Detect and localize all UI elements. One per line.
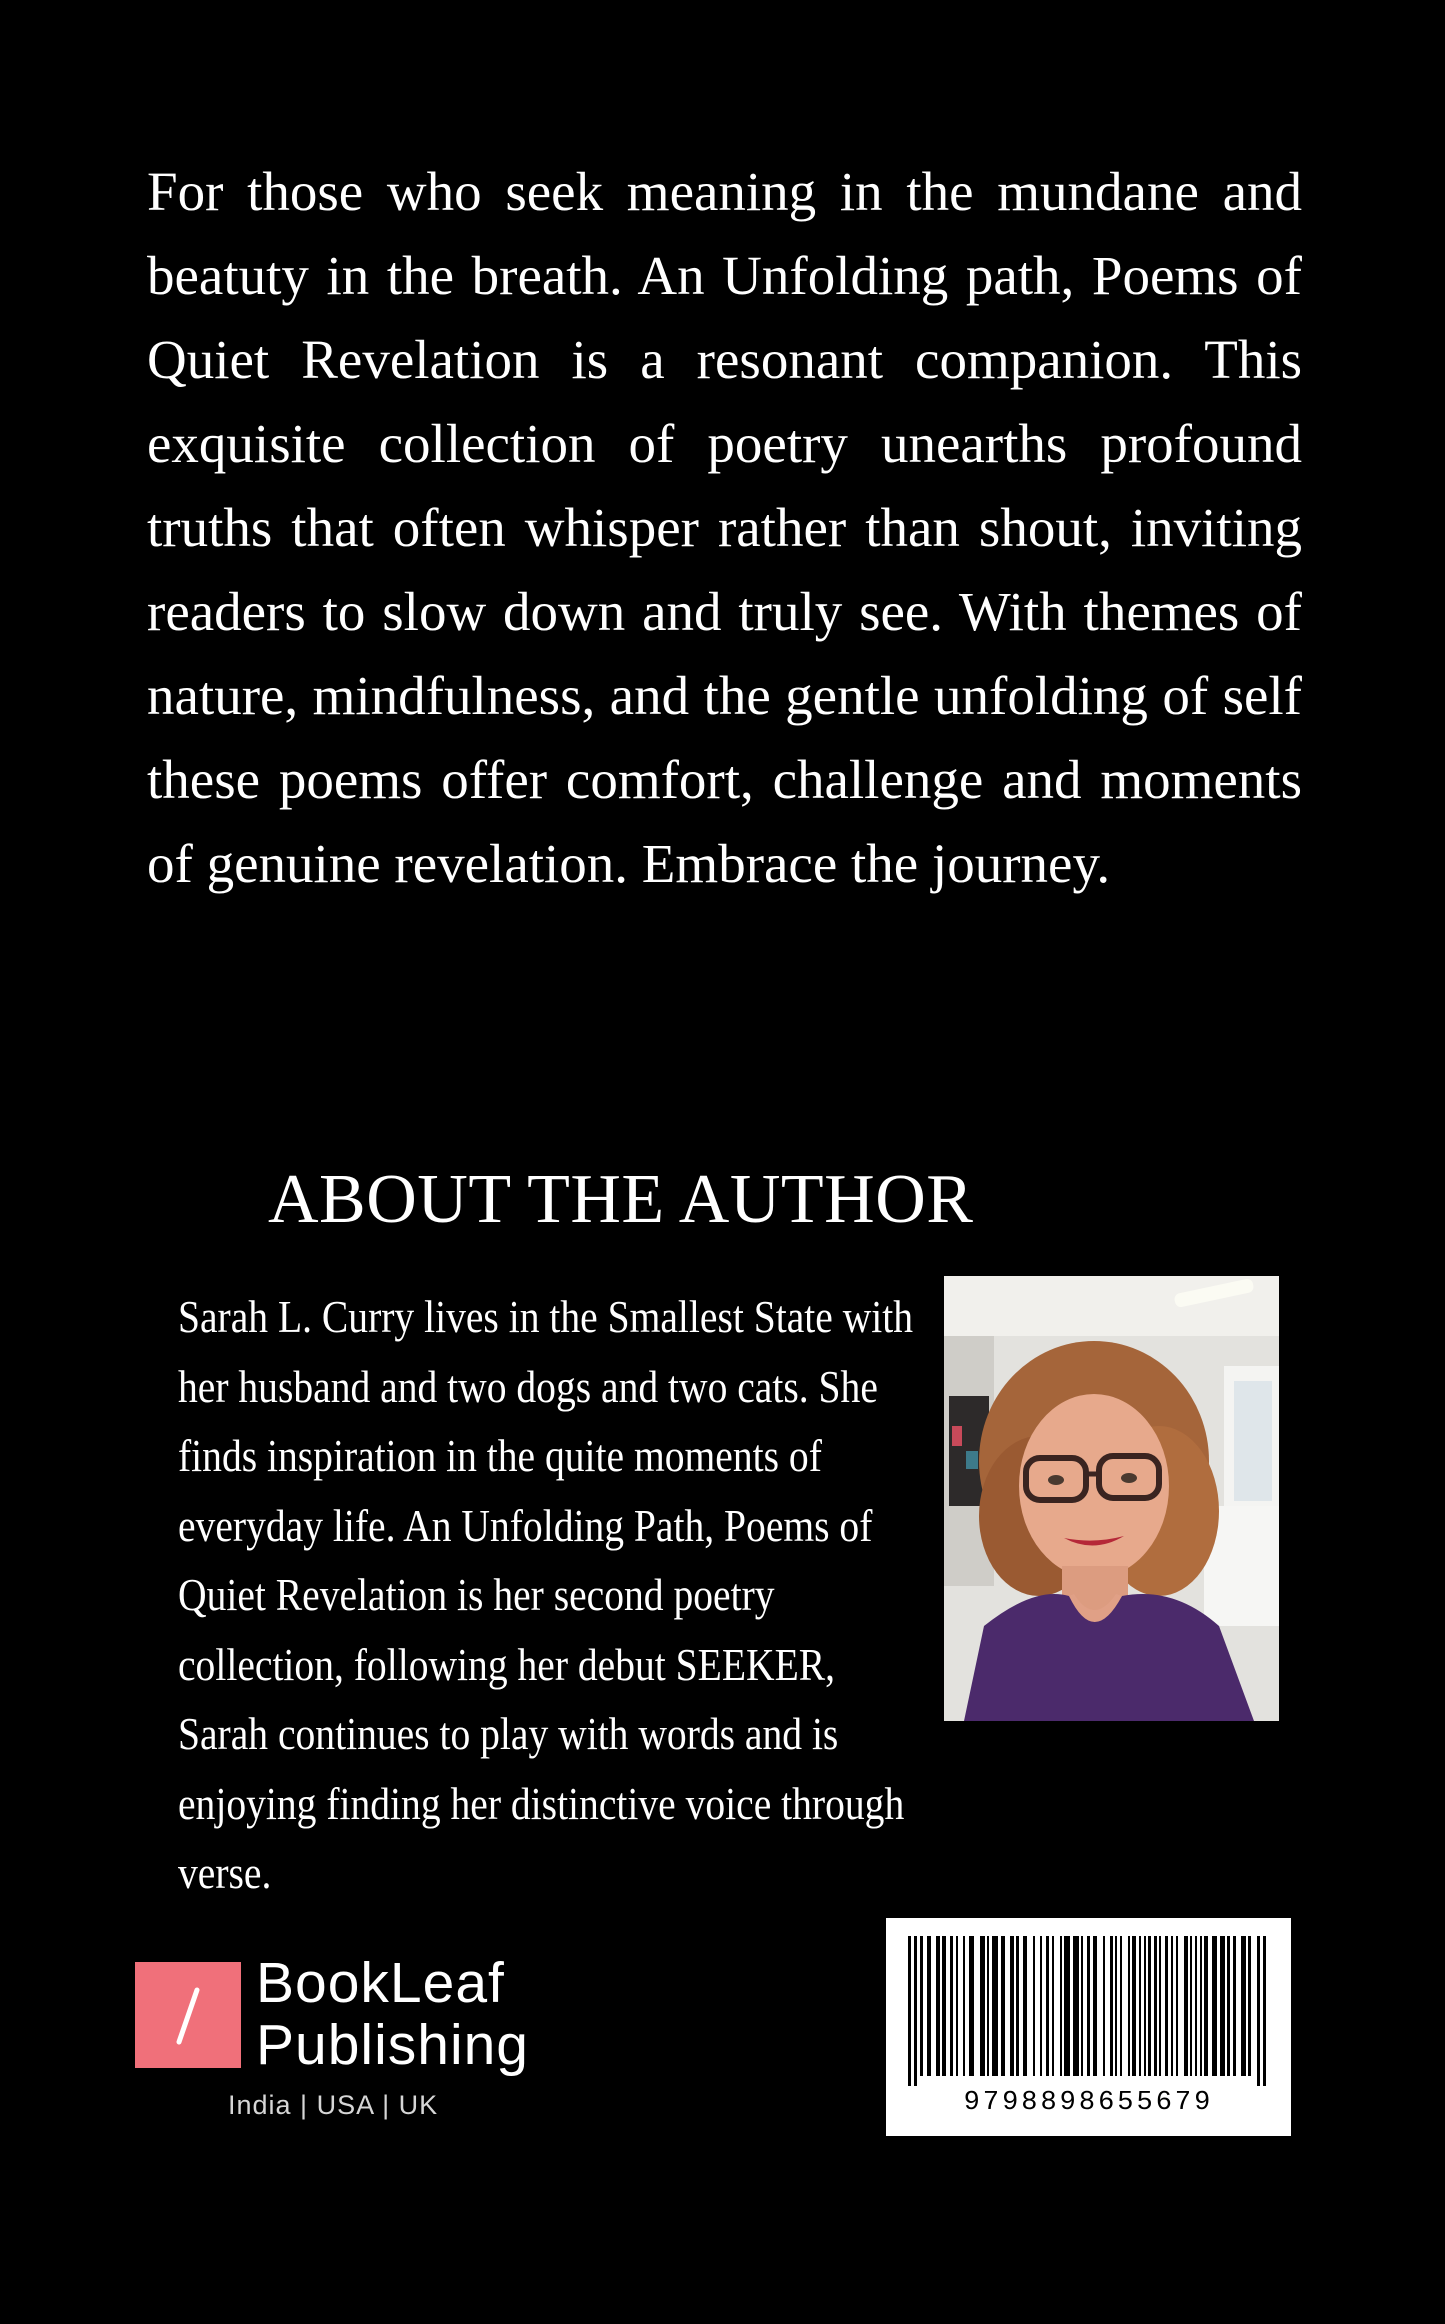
barcode-bar — [1087, 1936, 1090, 2076]
barcode-bar — [1184, 1936, 1188, 2076]
barcode-bar — [1257, 1936, 1260, 2086]
barcode-bar — [987, 1936, 989, 2076]
barcode-bar — [1139, 1936, 1141, 2076]
barcode-bar — [1263, 1936, 1266, 2086]
barcode-bar — [1233, 1936, 1236, 2076]
barcode-bar — [1010, 1936, 1014, 2076]
barcode-bar — [936, 1936, 940, 2076]
barcode-bar — [920, 1936, 923, 2076]
barcode-bar — [956, 1936, 958, 2076]
barcode-bar — [980, 1936, 985, 2076]
author-photo — [944, 1276, 1279, 1721]
barcode-bar — [969, 1936, 974, 2076]
barcode-bar — [950, 1936, 953, 2076]
barcode-bar — [1033, 1936, 1035, 2076]
barcode-bar — [1001, 1936, 1005, 2076]
barcode-bar — [1248, 1936, 1251, 2076]
barcode-bar — [1200, 1936, 1202, 2076]
barcode-bar — [1040, 1936, 1042, 2076]
barcode-bar — [1023, 1936, 1027, 2076]
barcode-bar — [1093, 1936, 1097, 2076]
publisher-regions: India | USA | UK — [228, 2090, 439, 2120]
barcode-bar — [1154, 1936, 1157, 2076]
barcode-bar — [927, 1936, 931, 2076]
barcode-bar — [1204, 1936, 1208, 2076]
barcode-bar — [1120, 1936, 1122, 2076]
barcode-bar — [1103, 1936, 1105, 2076]
barcode-bar — [1190, 1936, 1192, 2076]
back-cover-blurb: For those who seek meaning in the mundane and beatuty in the breath. An Unfolding path, Poems of Quiet Revelation is a resonant companion. This exquisite collection of poetry unearths profound truths that often whisper rather than shout, inviting readers to slow down and truly see. With themes of nature, mindfulness, and the gentle unfolding of self these poems offer comfort, challenge and moments of genuine revelation. Embrace the journey. — [147, 161, 1302, 894]
publisher-name — [256, 1952, 529, 2076]
barcode-bar — [1073, 1936, 1079, 2076]
about-author-heading: ABOUT THE AUTHOR — [268, 1161, 974, 1238]
barcode-bar — [1132, 1936, 1136, 2076]
barcode-bar — [1060, 1936, 1062, 2076]
barcode-bar — [1110, 1936, 1113, 2076]
barcode-bar — [1115, 1936, 1117, 2076]
barcode-bar — [1212, 1936, 1217, 2076]
barcode-bar — [963, 1936, 965, 2076]
publisher-name-line1: BookLeaf — [256, 1951, 505, 2015]
barcode-bar — [1081, 1936, 1083, 2076]
barcode-bar — [1052, 1936, 1054, 2076]
barcode-bar — [1171, 1936, 1173, 2076]
barcode-bar — [942, 1936, 946, 2076]
barcode-bar — [1159, 1936, 1161, 2076]
barcode-bar — [1165, 1936, 1168, 2076]
barcode-bar — [1128, 1936, 1130, 2076]
publisher-logo — [135, 1951, 555, 2120]
author-bio: Sarah L. Curry lives in the Smallest State with her husband and two dogs and two cats. She finds inspiration in the quite moments of everyday life. An Unfolding Path, Poems of Quiet Revelation is her second poetry collection, following her debut SEEKER, Sarah continues to play with words and is enjoying finding her distinctive voice through verse. — [178, 1291, 914, 1898]
barcode-bar — [1148, 1936, 1151, 2076]
barcode-bar — [908, 1936, 911, 2086]
barcode-bar — [1241, 1936, 1246, 2076]
barcode-bar — [914, 1936, 917, 2086]
bookleaf-logo-icon — [135, 1962, 241, 2068]
isbn-barcode — [886, 1918, 1291, 2136]
publisher-name-line2: Publishing — [256, 2013, 530, 2077]
barcode-bar — [1195, 1936, 1197, 2076]
barcode-bar — [1227, 1936, 1230, 2076]
barcode-bar — [1016, 1936, 1019, 2076]
barcode-bar — [1220, 1936, 1225, 2076]
barcode-bar — [1046, 1936, 1049, 2076]
barcode-bar — [1176, 1936, 1178, 2076]
barcode-bars — [886, 1918, 1291, 2088]
barcode-bar — [1144, 1936, 1146, 2076]
barcode-bar — [1064, 1936, 1070, 2076]
barcode-bar — [992, 1936, 998, 2076]
isbn-number: 9798898655679 — [963, 2088, 1214, 2118]
